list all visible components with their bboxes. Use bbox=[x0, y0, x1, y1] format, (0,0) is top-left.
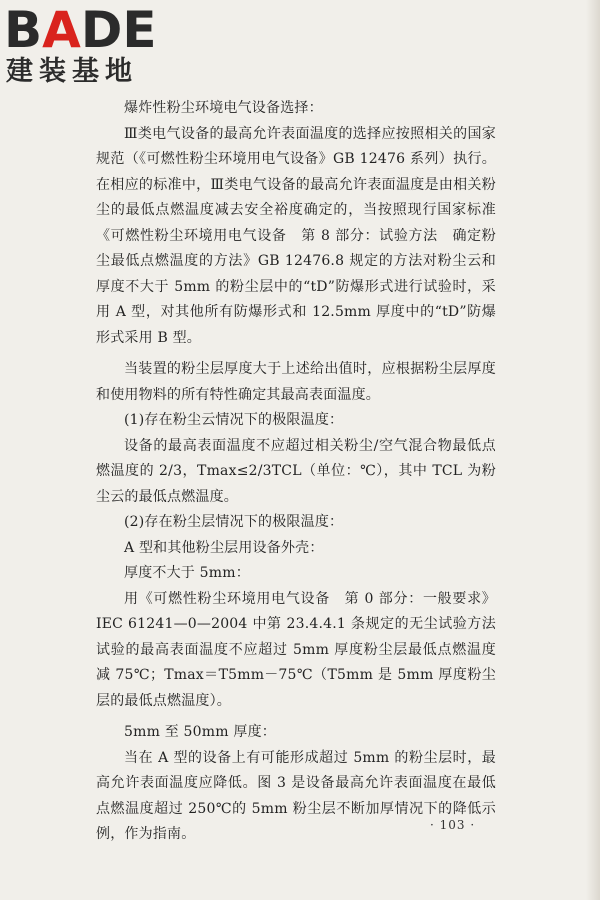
paragraph: 当在 A 型的设备上有可能形成超过 5mm 的粉尘层时，最高允许表面温度应降低。图 3 是设备最高允许表面温度在最低点燃温度超过 250℃的 5mm 粉尘层不断加厚情况下的降低示例，作为指南。 bbox=[96, 749, 496, 842]
paragraph: (1)存在粉尘云情况下的极限温度： bbox=[124, 412, 344, 428]
page-number: · 103 · bbox=[430, 818, 476, 832]
logo-letters-de: DE bbox=[80, 1, 157, 59]
paragraph: 当装置的粉尘层厚度大于上述给出值时，应根据粉尘层厚度和使用物料的所有特性确定其最高表面温度。 bbox=[96, 361, 496, 403]
logo bbox=[4, 2, 204, 92]
logo-letter-a: A bbox=[42, 1, 81, 59]
paragraph: 用《可燃性粉尘环境用电气设备 第 0 部分：一般要求》IEC 61241—0—2004 中第 23.4.4.1 条规定的无尘试验方法试验的最高表面温度不应超过 5mm 厚度粉尘层最低点燃温度减 75℃；Tmax＝T5mm－75℃（T5mm 是 5mm 厚度粉尘层的最低点燃温度）。 bbox=[96, 590, 496, 709]
paragraph: Ⅲ类电气设备的最高允许表面温度的选择应按照相关的国家规范（《可燃性粉尘环境用电气设备》GB 12476 系列）执行。在相应的标准中，Ⅲ类电气设备的最高允许表面温度是由相关粉尘的最低点燃温度减去安全裕度确定的，当按照现行国家标准《可燃性粉尘环境用电气设备 第 8 部分：试验方法 确定粉尘最低点燃温度的方法》GB 12476.8 规定的方法对粉尘云和厚度不大于 5mm 的粉尘层中的“tD”防爆形式进行试验时，采用 A 型，对其他所有防爆形式和 12.5mm 厚度中的“tD”防爆形式采用 B 型。 bbox=[96, 125, 496, 346]
paragraph: A 型和其他粉尘层用设备外壳： bbox=[124, 539, 324, 556]
document-body bbox=[96, 96, 496, 848]
logo-wordmark bbox=[4, 2, 157, 58]
page-edge-shadow bbox=[586, 0, 600, 900]
paragraph: 5mm 至 50mm 厚度： bbox=[124, 724, 276, 740]
paragraph: 设备的最高表面温度不应超过相关粉尘/空气混合物最低点燃温度的 2/3，Tmax≤2/3TCL（单位：℃），其中 TCL 为粉尘云的最低点燃温度。 bbox=[96, 437, 496, 505]
paragraph: 厚度不大于 5mm： bbox=[124, 565, 250, 581]
logo-subtitle: 建装基地 bbox=[6, 56, 138, 87]
paragraph-heading: 爆炸性粉尘环境电气设备选择： bbox=[124, 100, 323, 116]
logo-letter-b: B bbox=[4, 1, 43, 59]
paragraph: (2)存在粉尘层情况下的极限温度： bbox=[124, 514, 344, 530]
